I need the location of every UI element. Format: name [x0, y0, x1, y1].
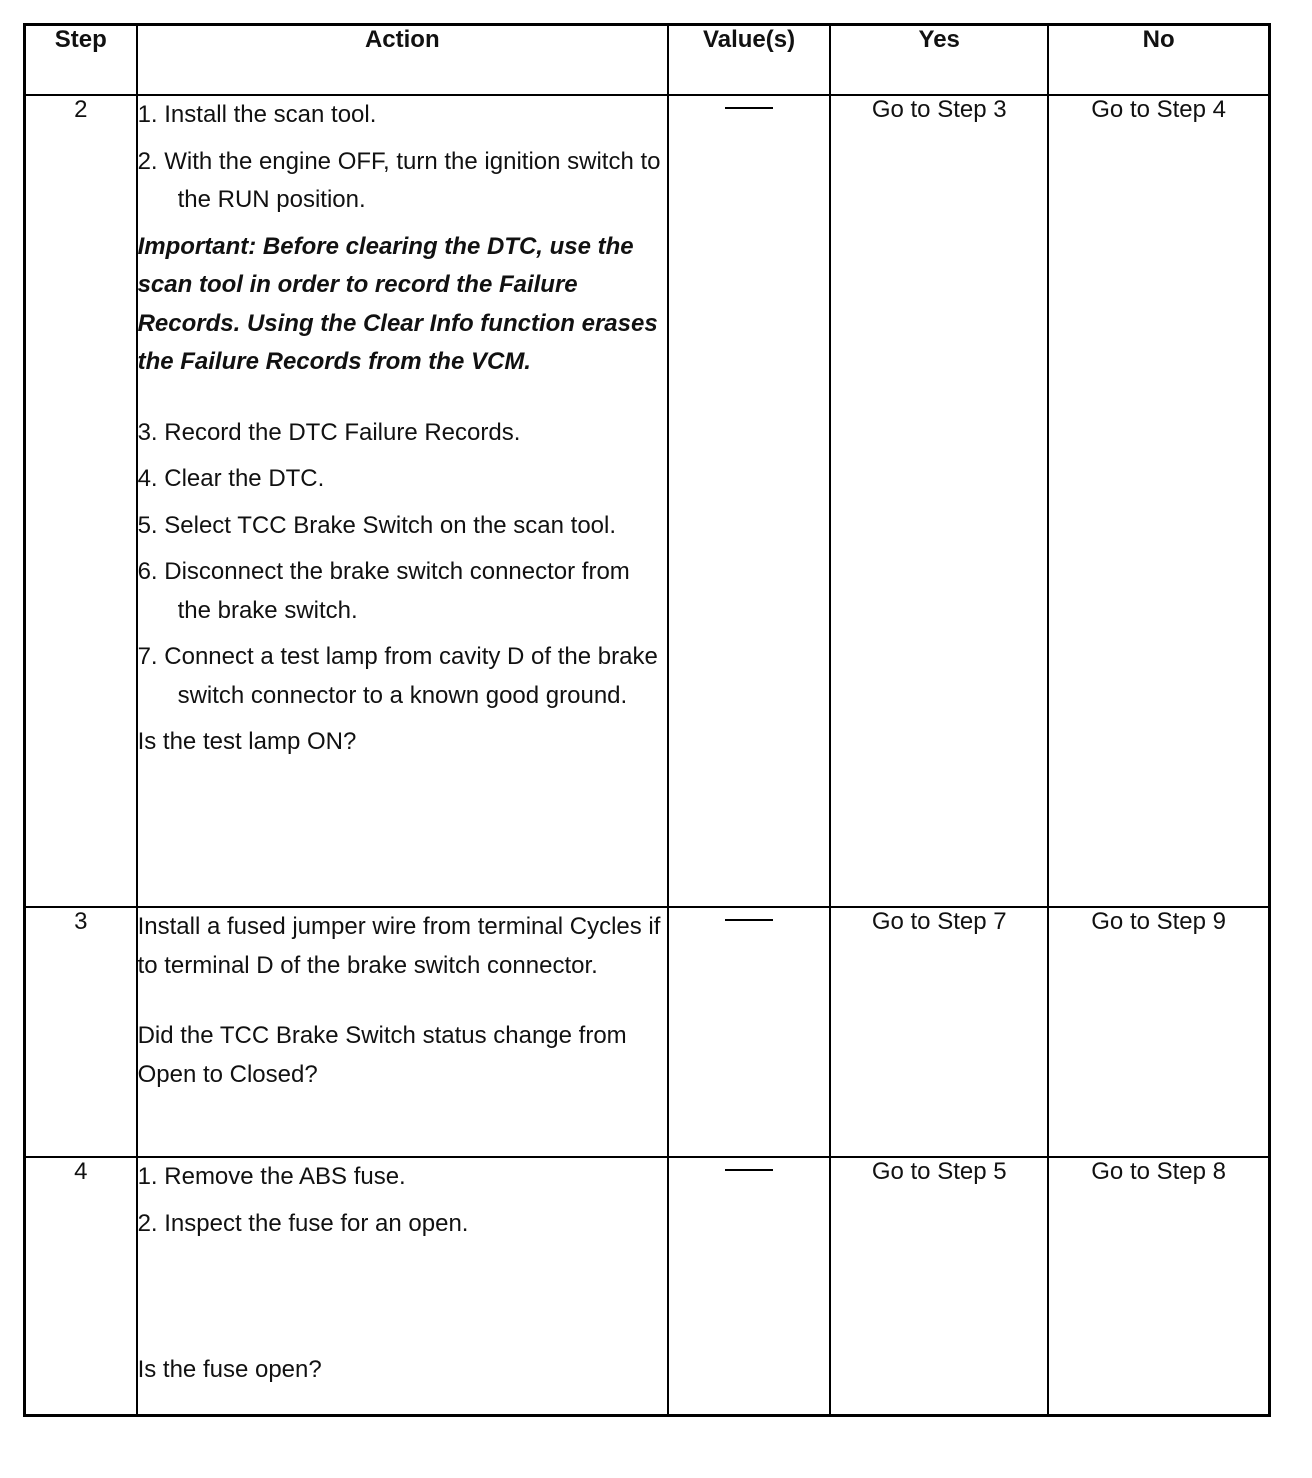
value-cell	[668, 1157, 830, 1416]
no-result: Go to Step 9	[1048, 907, 1269, 1157]
header-no: No	[1048, 25, 1269, 96]
action-cell	[137, 907, 668, 1157]
action-cell	[137, 1157, 668, 1416]
no-result: Go to Step 4	[1048, 95, 1269, 907]
value-cell	[668, 907, 830, 1157]
action-line: 2. Inspect the fuse for an open.	[137, 1209, 469, 1237]
table-row-step-4	[25, 1157, 1270, 1416]
action-line: 5. Select TCC Brake Switch on the scan tool.	[137, 511, 617, 539]
action-line: 7. Connect a test lamp from cavity D of the brake switch connector to a known good ground.	[137, 643, 658, 709]
action-line: 2. With the engine OFF, turn the ignition switch to the RUN position.	[137, 147, 661, 213]
question: Is the test lamp ON?	[137, 728, 357, 755]
action-line: 1. Remove the ABS fuse.	[137, 1163, 406, 1190]
yes-result: Go to Step 5	[830, 1157, 1048, 1416]
dash-mark	[725, 107, 773, 109]
spacer	[138, 1251, 667, 1351]
table-row-step-3	[25, 907, 1270, 1157]
diagnostic-table	[23, 23, 1271, 1417]
spacer	[138, 993, 667, 1017]
yes-result: Go to Step 3	[830, 95, 1048, 907]
important-note: Important: Before clearing the DTC, use the scan tool in order to record the Failure Records. Using the Clear Info function erases the Failure Records from the VCM.	[137, 232, 658, 375]
dash-mark	[725, 1169, 773, 1171]
no-result: Go to Step 8	[1048, 1157, 1269, 1416]
header-action: Action	[137, 25, 668, 96]
step-number: 2	[25, 95, 137, 907]
question: Did the TCC Brake Switch status change from Open to Closed?	[137, 1022, 627, 1088]
table-row-step-2	[25, 95, 1270, 907]
action-cell	[137, 95, 668, 907]
step-number: 3	[25, 907, 137, 1157]
action-line: 3. Record the DTC Failure Records.	[137, 418, 521, 446]
header-values: Value(s)	[668, 25, 830, 96]
instruction: Install a fused jumper wire from terminal Cycles if to terminal D of the brake switch connector.	[137, 913, 661, 979]
action-line: 6. Disconnect the brake switch connector from the brake switch.	[137, 558, 630, 624]
dash-mark	[725, 919, 773, 921]
value-cell	[668, 95, 830, 907]
action-line: 4. Clear the DTC.	[137, 465, 325, 492]
question: Is the fuse open?	[137, 1356, 322, 1383]
action-line: 1. Install the scan tool.	[137, 101, 377, 128]
header-step: Step	[25, 25, 137, 96]
yes-result: Go to Step 7	[830, 907, 1048, 1157]
header-row	[25, 25, 1270, 96]
step-number: 4	[25, 1157, 137, 1416]
header-yes: Yes	[830, 25, 1048, 96]
